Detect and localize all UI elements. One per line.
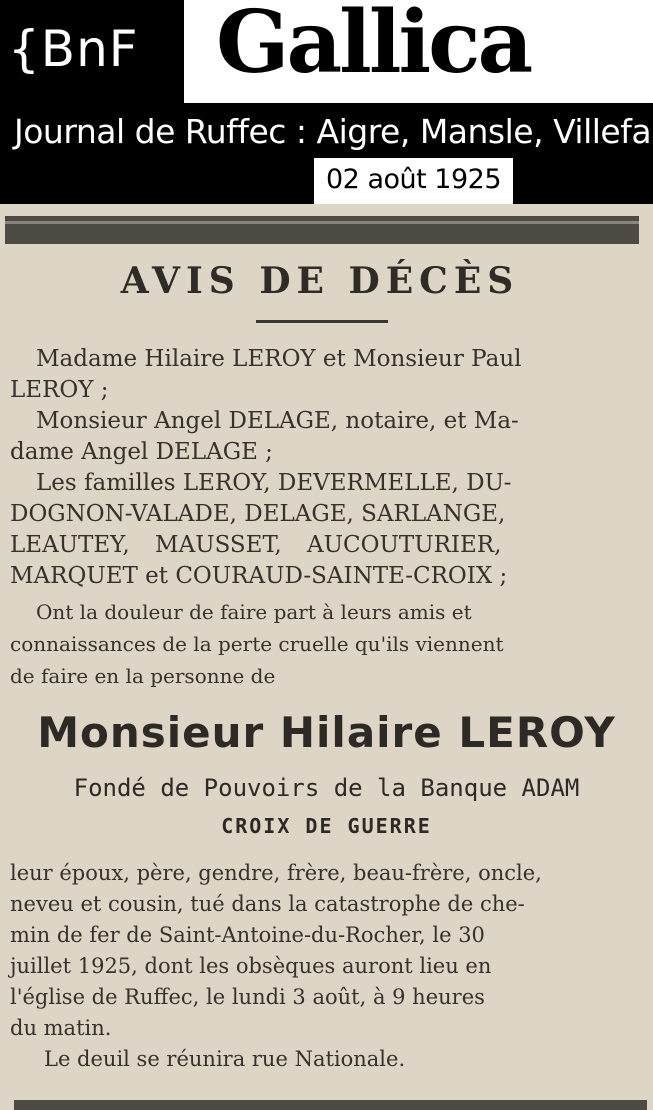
closing-line: min de fer de Saint-Antoine-du-Rocher, le 30 — [10, 923, 485, 947]
bnf-logo[interactable]: {BnF — [8, 20, 139, 78]
notice-line: de faire en la personne de — [10, 664, 276, 688]
closing-line: neveu et cousin, tué dans la catastrophe de che- — [10, 892, 525, 916]
gallica-logo: Gallica — [216, 0, 531, 93]
closing-line: l'église de Ruffec, le lundi 3 août, à 9 heures — [10, 985, 485, 1009]
notice-line: LEAUTEY, MAUSSET, AUCOUTURIER, — [10, 532, 502, 558]
closing-line: Le deuil se réunira rue Nationale. — [44, 1047, 406, 1071]
closing-line: leur époux, père, gendre, frère, beau-frère, oncle, — [10, 861, 542, 885]
closing-line: juillet 1925, dont les obsèques auront lieu en — [10, 954, 492, 978]
date-badge — [314, 158, 513, 204]
newspaper-clipping — [0, 204, 653, 1110]
closing-line: du matin. — [10, 1016, 112, 1040]
viewer-header — [0, 0, 653, 204]
heading-underline — [256, 320, 388, 323]
notice-line: DOGNON-VALADE, DELAGE, SARLANGE, — [10, 501, 506, 527]
notice-line: connaissances de la perte cruelle qu'ils viennent — [10, 632, 504, 656]
notice-line: Ont la douleur de faire part à leurs amis et — [36, 600, 472, 624]
deceased-name: Monsieur Hilaire LEROY — [37, 708, 616, 757]
notice-line: MARQUET et COURAUD-SAINTE-CROIX ; — [10, 563, 508, 589]
notice-line: dame Angel DELAGE ; — [10, 439, 273, 465]
notice-line: Monsieur Angel DELAGE, notaire, et Ma- — [36, 408, 519, 434]
journal-title: Journal de Ruffec : Aigre, Mansle, Villefa — [14, 112, 652, 151]
notice-line: LEROY ; — [10, 377, 109, 403]
gallica-logo-box[interactable] — [184, 0, 653, 103]
top-rule — [5, 216, 639, 244]
notice-line: Madame Hilaire LEROY et Monsieur Paul — [36, 346, 522, 372]
deceased-title: Fondé de Pouvoirs de la Banque ADAM — [73, 774, 580, 802]
bottom-rule — [14, 1100, 647, 1110]
notice-heading: AVIS DE DÉCÈS — [120, 260, 520, 302]
notice-line: Les familles LEROY, DEVERMELLE, DU- — [36, 470, 512, 496]
decoration: CROIX DE GUERRE — [221, 814, 432, 838]
issue-date: 02 août 1925 — [326, 164, 501, 195]
